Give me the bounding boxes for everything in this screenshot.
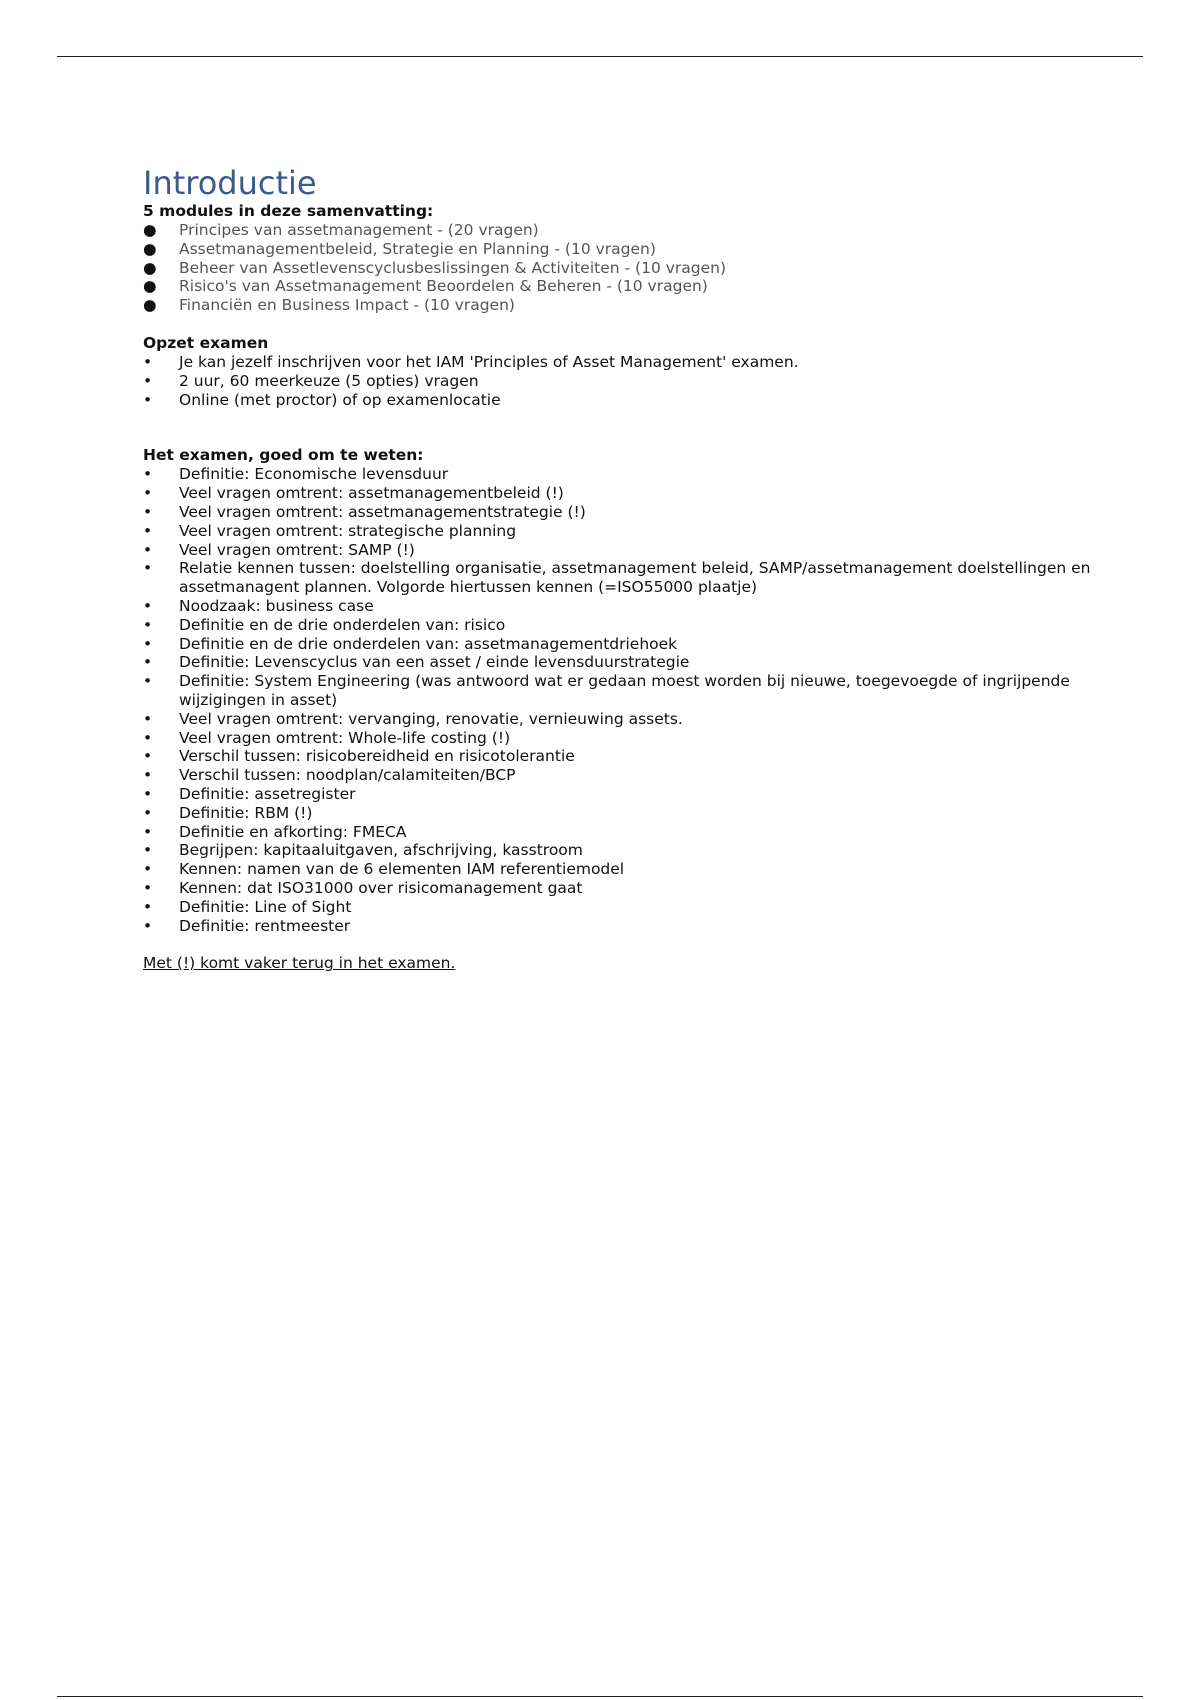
list-item-text: Veel vragen omtrent: strategische planning (179, 521, 517, 540)
document-body (143, 164, 1143, 973)
list-item-text: Definitie: rentmeester (179, 916, 351, 935)
opzet-list (143, 353, 1143, 409)
list-item-text: Veel vragen omtrent: SAMP (!) (179, 540, 415, 559)
list-item-text: Definitie: RBM (!) (179, 803, 313, 822)
list-item (143, 353, 1143, 372)
bullet-icon: • (143, 521, 153, 540)
list-item-text: Veel vragen omtrent: vervanging, renovatie, vernieuwing assets. (179, 709, 683, 728)
modules-heading: 5 modules in deze samenvatting: (143, 202, 434, 220)
list-item-text: Definitie: Line of Sight (179, 897, 352, 916)
list-item-text: Verschil tussen: risicobereidheid en risicotolerantie (179, 747, 575, 766)
list-item (143, 372, 1143, 391)
list-item-text: Definitie: System Engineering (was antwoord wat er gedaan moest worden bij nieuwe, toegevoegde of ingrijpende wijzigingen in asset) (179, 672, 1070, 709)
modules-list (143, 221, 1143, 315)
list-item (143, 804, 1143, 823)
list-item (143, 785, 1143, 804)
list-item-text: Online (met proctor) of op examenlocatie (179, 390, 501, 409)
list-item (143, 898, 1143, 917)
list-item (143, 597, 1143, 616)
bullet-icon: ● (143, 277, 157, 296)
list-item-text: Je kan jezelf inschrijven voor het IAM 'Principles of Asset Management' examen. (179, 352, 799, 371)
list-item-text: Definitie: Levenscyclus van een asset / einde levensduurstrategie (179, 653, 690, 672)
bullet-icon: • (143, 465, 153, 484)
list-item (143, 259, 1143, 278)
list-item (143, 277, 1143, 296)
bullet-icon: • (143, 502, 153, 521)
list-item-text: Financiën en Business Impact - (10 vragen) (179, 296, 515, 315)
list-item-text: Veel vragen omtrent: assetmanagementbeleid (!) (179, 484, 564, 503)
bullet-icon: • (143, 615, 153, 634)
list-item-text: Verschil tussen: noodplan/calamiteiten/BCP (179, 766, 516, 785)
list-item-text: Kennen: namen van de 6 elementen IAM referentiemodel (179, 860, 625, 879)
bullet-icon: • (143, 841, 153, 860)
bullet-icon: ● (143, 258, 157, 277)
list-item (143, 729, 1143, 748)
bullet-icon: ● (143, 296, 157, 315)
bullet-icon: • (143, 484, 153, 503)
bullet-icon: • (143, 709, 153, 728)
list-item-text: Definitie: Economische levensduur (179, 465, 449, 484)
bullet-icon: • (143, 822, 153, 841)
bullet-icon: • (143, 803, 153, 822)
list-item (143, 391, 1143, 410)
footnote: Met (!) komt vaker terug in het examen. (143, 954, 456, 973)
list-item-text: Principes van assetmanagement - (20 vragen) (179, 221, 539, 239)
bullet-icon: • (143, 596, 153, 615)
bullet-icon: • (143, 897, 153, 916)
bullet-icon: • (143, 540, 153, 559)
list-item (143, 559, 1143, 597)
list-item (143, 747, 1143, 766)
list-item (143, 635, 1143, 654)
list-item (143, 823, 1143, 842)
page-title: Introductie (143, 164, 317, 202)
list-item-text: Relatie kennen tussen: doelstelling organisatie, assetmanagement beleid, SAMP/assetmanagement doelstellingen en assetmanagent plannen. Volgorde hiertussen kennen (=ISO55000 plaatje) (179, 559, 1091, 597)
bullet-icon: • (143, 878, 153, 897)
list-item (143, 860, 1143, 879)
list-item-text: Begrijpen: kapitaaluitgaven, afschrijving, kasstroom (179, 841, 583, 860)
examen-list (143, 465, 1143, 935)
list-item (143, 522, 1143, 541)
bullet-icon: ● (143, 239, 157, 258)
list-item (143, 503, 1143, 522)
list-item-text: Veel vragen omtrent: assetmanagementstrategie (!) (179, 502, 586, 521)
list-item (143, 879, 1143, 898)
list-item-text: Noodzaak: business case (179, 596, 374, 615)
bullet-icon: • (143, 390, 153, 409)
header-rule (57, 56, 1143, 57)
list-item (143, 917, 1143, 936)
list-item (143, 296, 1143, 315)
list-item (143, 653, 1143, 672)
bullet-icon: • (143, 634, 153, 653)
bullet-icon: • (143, 352, 153, 371)
list-item (143, 484, 1143, 503)
opzet-heading: Opzet examen (143, 333, 269, 352)
list-item (143, 710, 1143, 729)
list-item (143, 240, 1143, 259)
bullet-icon: • (143, 559, 153, 578)
footer-rule (57, 1696, 1143, 1697)
list-item (143, 672, 1143, 710)
list-item (143, 766, 1143, 785)
list-item-text: Definitie en de drie onderdelen van: assetmanagementdriehoek (179, 634, 678, 653)
bullet-icon: • (143, 860, 153, 879)
list-item (143, 616, 1143, 635)
list-item-text: Assetmanagementbeleid, Strategie en Planning - (10 vragen) (179, 239, 656, 258)
list-item (143, 841, 1143, 860)
list-item (143, 541, 1143, 560)
examen-heading: Het examen, goed om te weten: (143, 446, 424, 465)
list-item-text: Definitie en de drie onderdelen van: risico (179, 615, 506, 634)
list-item-text: Definitie en afkorting: FMECA (179, 822, 407, 841)
bullet-icon: • (143, 371, 153, 390)
list-item-text: Kennen: dat ISO31000 over risicomanagement gaat (179, 878, 583, 897)
bullet-icon: • (143, 784, 153, 803)
bullet-icon: • (143, 916, 153, 935)
bullet-icon: • (143, 747, 153, 766)
list-item-text: Veel vragen omtrent: Whole-life costing (!) (179, 728, 511, 747)
bullet-icon: • (143, 672, 153, 691)
bullet-icon: • (143, 728, 153, 747)
bullet-icon: • (143, 653, 153, 672)
list-item (143, 465, 1143, 484)
bullet-icon: • (143, 766, 153, 785)
list-item (143, 221, 1143, 240)
list-item-text: Beheer van Assetlevenscyclusbeslissingen & Activiteiten - (10 vragen) (179, 258, 727, 277)
list-item-text: 2 uur, 60 meerkeuze (5 opties) vragen (179, 371, 479, 390)
list-item-text: Risico's van Assetmanagement Beoordelen & Beheren - (10 vragen) (179, 277, 708, 296)
list-item-text: Definitie: assetregister (179, 784, 356, 803)
bullet-icon: ● (143, 221, 157, 239)
